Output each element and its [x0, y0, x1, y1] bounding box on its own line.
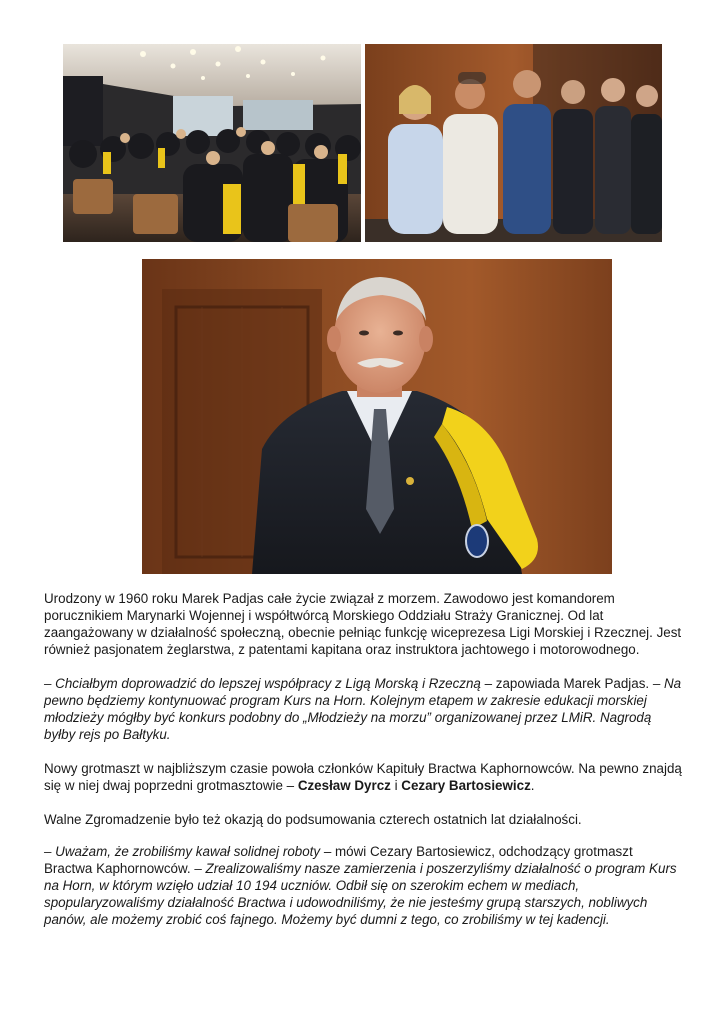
paragraph-chapter [44, 760, 684, 794]
text-fragment: Nowy grotmaszt w najbliższym czasie powoła członków Kapituły Bractwa Kaphornowców. Na pewno znajdą się w niej dwaj poprzedni grotmasztowie – [44, 761, 682, 793]
quote-fragment: – Chciałbym doprowadzić do lepszej współpracy z Ligą Morską i Rzeczną [44, 676, 481, 691]
photo-portrait [142, 259, 612, 574]
article-body [44, 590, 684, 945]
photo-conference [63, 44, 662, 242]
person-name: Czesław Dyrcz [297, 778, 391, 793]
attribution: – zapowiada Marek Padjas. [480, 676, 653, 691]
person-name: Cezary Bartosiewicz [401, 778, 531, 793]
quote-fragment: – Na pewno będziemy kontynuować program Kurs na Horn. Kolejnym etapem w zakresie edukacji morskiej młodzieży mógłby być konkurs podobny do „Młodzieży na morzu” organizowanej przez LMiR. Nagrodą byłby rejs po Bałtyku. [44, 676, 682, 742]
paragraph-summary: Walne Zgromadzenie było też okazją do podsumowania czterech ostatnich lat działalności. [44, 812, 582, 827]
text-fragment: . [530, 778, 535, 793]
quote-fragment: – Uważam, że zrobiliśmy kawał solidnej roboty [44, 844, 321, 859]
text-fragment: i [390, 778, 402, 793]
conference-photo-image [63, 44, 662, 242]
portrait-photo-image [142, 259, 612, 574]
attribution: – mówi Cezary Bartosiewicz, odchodzący grotmaszt Bractwa Kaphornowców. [44, 844, 633, 876]
quote-fragment: – Zrealizowaliśmy nasze zamierzenia i poszerzyliśmy działalność o program Kurs na Horn, w którym wzięło udział 10 194 uczniów. Odbił się on szerokim echem w mediach, spopularyzowaliśmy działalność Bractwa i udowodniliśmy, że nie jesteśmy grupą starszych, nobliwych panów, ale możemy zrobić coś fajnego. Możemy być dumni z tego, co zrobiliśmy w tej kadencji. [44, 861, 677, 927]
paragraph-bio: Urodzony w 1960 roku Marek Padjas całe życie związał z morzem. Zawodowo jest komandorem porucznikiem Marynarki Wojennej i współtwórcą Morskiego Oddziału Straży Granicznej. Od lat zaangażowany w działalność społeczną, obecnie pełniąc funkcję wiceprezesa Ligi Morskiej i Rzecznej. Jest również pasjonatem żeglarstwa, z patentami kapitana oraz instruktora jachtowego i motorowodnego. [44, 591, 682, 657]
paragraph-quote-padjas [44, 675, 684, 743]
paragraph-quote-bartosiewicz [44, 843, 684, 928]
